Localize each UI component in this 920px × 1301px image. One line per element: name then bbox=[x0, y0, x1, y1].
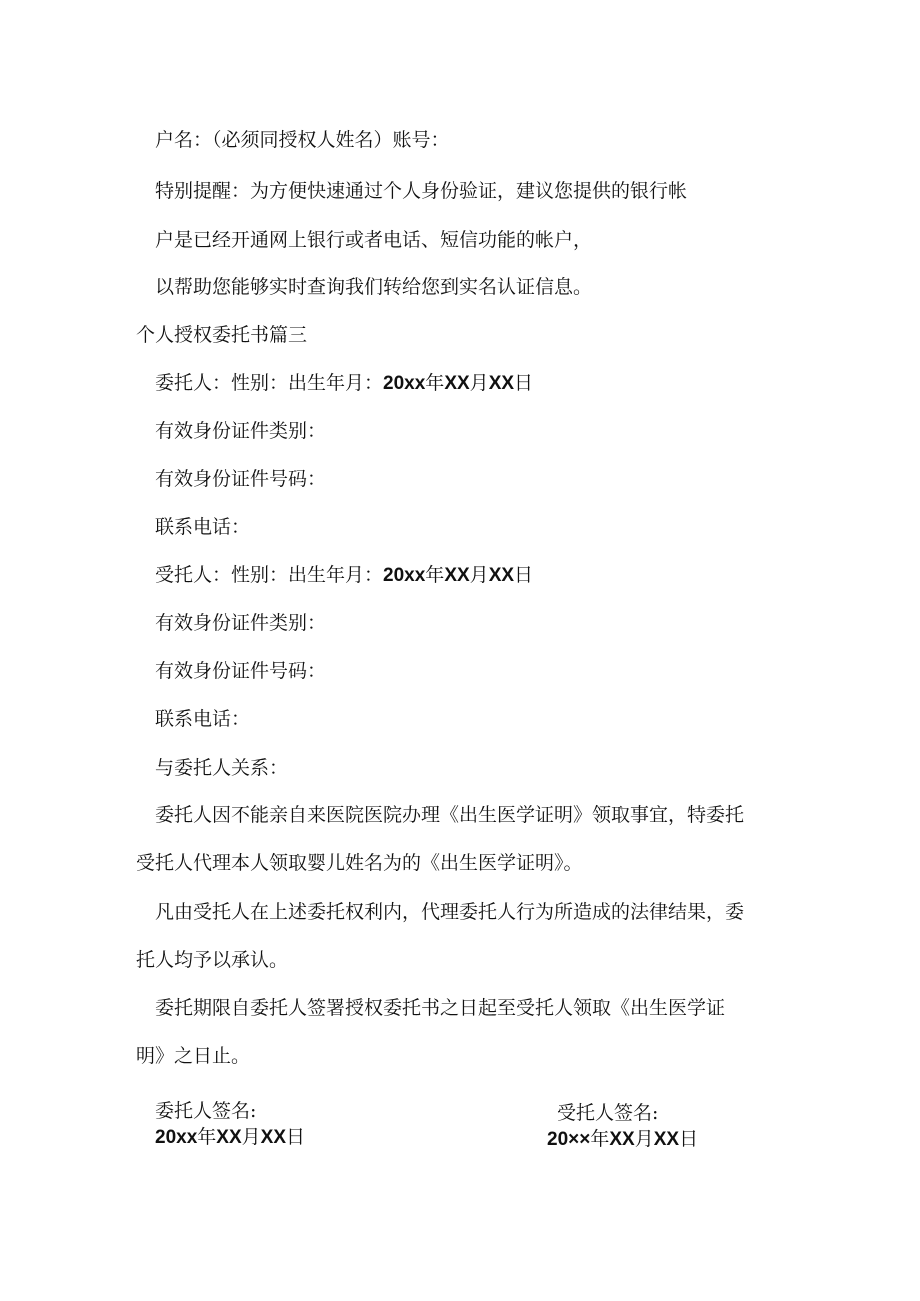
client-sign-day: XX bbox=[260, 1127, 287, 1148]
agent-phone-line: 联系电话： bbox=[155, 708, 251, 730]
relation-line: 与委托人关系： bbox=[155, 757, 289, 779]
paragraph-3-line-2: 明》之日止。 bbox=[136, 1045, 251, 1067]
paragraph-1-line-1: 委托人因不能亲自来医院医院办理《出生医学证明》领取事宜，特委托 bbox=[155, 804, 745, 826]
client-id-type-line: 有效身份证件类别： bbox=[155, 420, 327, 442]
client-day-unit: 日 bbox=[514, 372, 534, 394]
section-heading: 个人授权委托书篇三 bbox=[136, 324, 308, 346]
client-sign-year: 20xx bbox=[155, 1127, 198, 1148]
agent-id-number-line: 有效身份证件号码： bbox=[155, 660, 327, 682]
paragraph-2-line-1: 凡由受托人在上述委托权利内，代理委托人行为所造成的法律结果，委 bbox=[155, 901, 745, 923]
client-birth-month: XX bbox=[444, 373, 470, 394]
client-info-prefix: 委托人：性别：出生年月： bbox=[155, 372, 384, 394]
client-sign-year-unit: 年 bbox=[197, 1126, 217, 1148]
agent-info-prefix: 受托人：性别：出生年月： bbox=[155, 564, 384, 586]
client-birth-day: XX bbox=[488, 373, 515, 394]
special-reminder-line: 特别提醒：为方便快速通过个人身份验证，建议您提供的银行帐 bbox=[155, 180, 688, 202]
paragraph-2-line-2: 托人均予以承认。 bbox=[136, 949, 289, 971]
client-month-unit: 月 bbox=[469, 372, 489, 394]
agent-month-unit: 月 bbox=[469, 564, 489, 586]
agent-id-type-line: 有效身份证件类别： bbox=[155, 612, 327, 634]
agent-sign-year-unit: 年 bbox=[590, 1128, 610, 1150]
paragraph-1-line-2: 受托人代理本人领取婴儿姓名为的《出生医学证明》。 bbox=[136, 852, 583, 874]
agent-day-unit: 日 bbox=[514, 564, 534, 586]
agent-signature-label: 受托人签名: bbox=[557, 1102, 659, 1124]
agent-birth-day: XX bbox=[488, 565, 515, 586]
client-info-line bbox=[155, 371, 533, 396]
reminder-continuation-line: 户是已经开通网上银行或者电话、短信功能的帐户， bbox=[155, 229, 593, 251]
agent-sign-day-unit: 日 bbox=[679, 1128, 699, 1150]
agent-birth-month: XX bbox=[444, 565, 470, 586]
client-year-unit: 年 bbox=[425, 372, 445, 394]
agent-info-line bbox=[155, 563, 533, 588]
agent-sign-month: XX bbox=[609, 1129, 635, 1150]
client-sign-month: XX bbox=[216, 1127, 242, 1148]
agent-birth-year: 20xx bbox=[383, 565, 426, 586]
paragraph-3-line-1: 委托期限自委托人签署授权委托书之日起至受托人领取《出生医学证 bbox=[155, 997, 726, 1019]
client-sign-month-unit: 月 bbox=[241, 1126, 261, 1148]
client-sign-day-unit: 日 bbox=[286, 1126, 306, 1148]
agent-year-unit: 年 bbox=[425, 564, 445, 586]
client-signature-label: 委托人签名: bbox=[155, 1100, 257, 1122]
agent-signature-date bbox=[547, 1127, 698, 1152]
client-birth-year: 20xx bbox=[383, 373, 426, 394]
agent-sign-month-unit: 月 bbox=[634, 1128, 654, 1150]
agent-sign-year: 20×× bbox=[547, 1129, 591, 1150]
client-signature-date bbox=[155, 1125, 305, 1150]
account-name-line: 户名：（必须同授权人姓名）账号： bbox=[155, 129, 450, 151]
reminder-end-line: 以帮助您能够实时查询我们转给您到实名认证信息。 bbox=[155, 276, 593, 298]
agent-sign-day: XX bbox=[653, 1129, 680, 1150]
client-phone-line: 联系电话： bbox=[155, 516, 251, 538]
client-id-number-line: 有效身份证件号码： bbox=[155, 468, 327, 490]
